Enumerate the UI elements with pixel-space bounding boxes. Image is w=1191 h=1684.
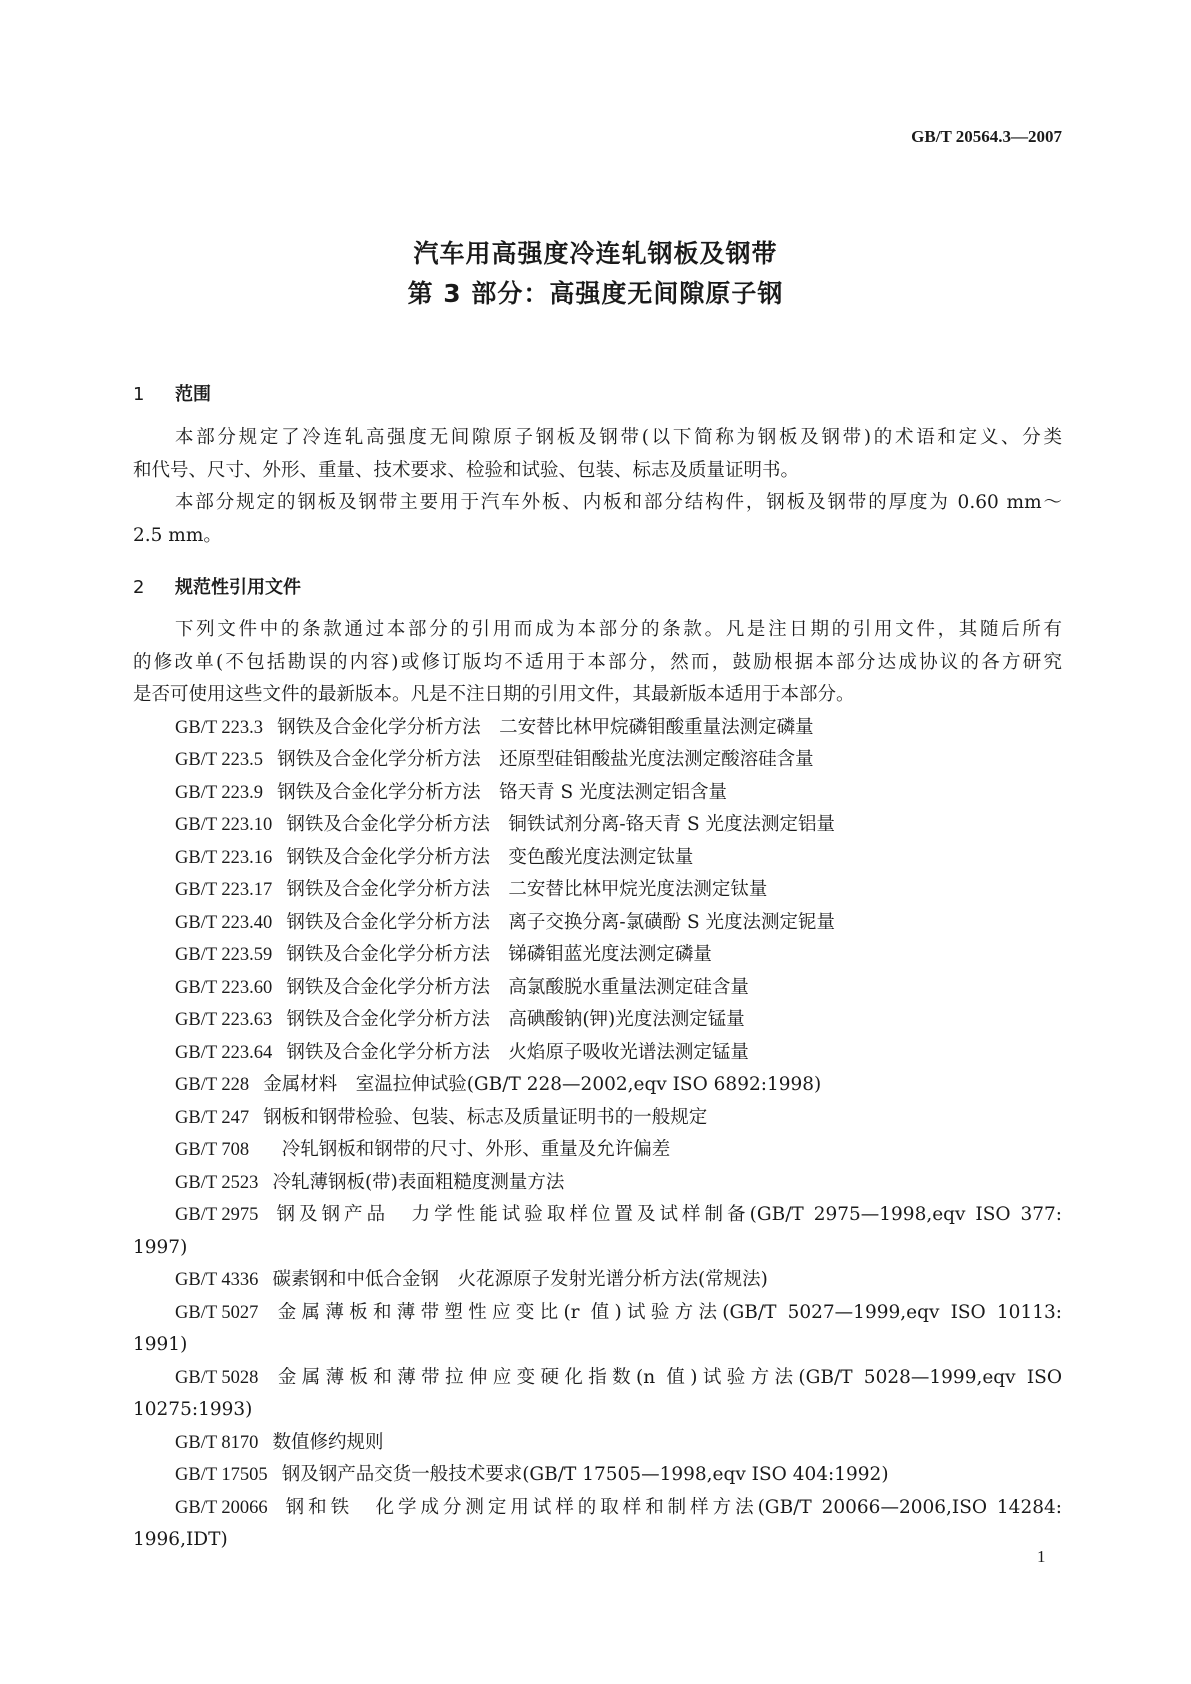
- reference-code: GB/T 223.16: [175, 847, 273, 868]
- title-line-1: 汽车用高强度冷连轧钢板及钢带: [413, 239, 778, 268]
- reference-title: 钢铁及合金化学分析方法 火焰原子吸收光谱法测定锰量: [286, 1041, 749, 1063]
- section-number: 1: [133, 384, 145, 405]
- paragraph-line: 和代号、尺寸、外形、重量、技术要求、检验和试验、包装、标志及质量证明书。: [133, 459, 800, 481]
- section-2-body: [133, 614, 1062, 1557]
- reference-continuation: 1997): [133, 1236, 188, 1258]
- reference-title: 钢铁及合金化学分析方法 二安替比林甲烷光度法测定钛量: [286, 879, 768, 900]
- reference-item: [133, 744, 1062, 777]
- reference-item: [133, 874, 1062, 907]
- reference-item: [133, 1492, 1062, 1525]
- paragraph-line: 2.5 mm。: [133, 524, 222, 546]
- reference-continuation: 1996,IDT): [133, 1529, 228, 1550]
- reference-title: 冷轧薄钢板(带)表面粗糙度测量方法: [272, 1171, 565, 1193]
- reference-item: [133, 1199, 1062, 1232]
- reference-item: [133, 1134, 1062, 1167]
- reference-title: 钢和铁 化学成分测定用试样的取样和制样方法(GB/T 20066—2006,ISO 14284:: [281, 1496, 1062, 1518]
- reference-code: GB/T 223.17: [175, 880, 273, 900]
- section-number: 2: [133, 577, 145, 598]
- reference-code: GB/T 708: [175, 1140, 250, 1160]
- section-1-body: [133, 422, 1062, 552]
- reference-title: 钢铁及合金化学分析方法 变色酸光度法测定钛量: [286, 846, 694, 868]
- reference-title: 数值修约规则: [272, 1431, 384, 1453]
- reference-title: 碳素钢和中低合金钢 火花源原子发射光谱分析方法(常规法): [272, 1269, 768, 1290]
- reference-code: GB/T 5027: [175, 1302, 259, 1323]
- section-2-heading: [133, 573, 301, 599]
- reference-item: [133, 907, 1062, 940]
- reference-item: [133, 1037, 1062, 1070]
- reference-continuation: 10275:1993): [133, 1399, 253, 1420]
- reference-code: GB/T 223.64: [175, 1042, 273, 1063]
- reference-code: GB/T 223.5: [175, 750, 264, 770]
- reference-title: 钢铁及合金化学分析方法 离子交换分离-氯磺酚 S 光度法测定铌量: [286, 911, 836, 933]
- reference-item: [133, 842, 1062, 875]
- reference-code: GB/T 223.3: [175, 717, 264, 738]
- reference-code: GB/T 8170: [175, 1432, 259, 1453]
- paragraph-line: 本部分规定的钢板及钢带主要用于汽车外板、内板和部分结构件，钢板及钢带的厚度为 0.60 mm～: [175, 492, 1062, 513]
- reference-code: GB/T 223.59: [175, 945, 273, 965]
- reference-title: 钢及钢产品 力学性能试验取样位置及试样制备(GB/T 2975—1998,eqv ISO 377:: [272, 1204, 1062, 1225]
- reference-title: 钢铁及合金化学分析方法 还原型硅钼酸盐光度法测定酸溶硅含量: [277, 749, 814, 770]
- reference-item: [133, 1459, 1062, 1492]
- reference-title: 钢铁及合金化学分析方法 锑磷钼蓝光度法测定磷量: [286, 944, 712, 965]
- standard-code: GB/T 20564.3—2007: [911, 127, 1062, 146]
- reference-code: GB/T 5028: [175, 1367, 259, 1388]
- reference-code: GB/T 17505: [175, 1465, 268, 1485]
- reference-code: GB/T 20066: [175, 1497, 268, 1518]
- reference-code: GB/T 2975: [175, 1205, 259, 1225]
- paragraph-line: 是否可使用这些文件的最新版本。凡是不注日期的引用文件，其最新版本适用于本部分。: [133, 684, 855, 705]
- reference-title: 钢铁及合金化学分析方法 高氯酸脱水重量法测定硅含量: [286, 976, 749, 998]
- page-number: 1: [1037, 1547, 1046, 1566]
- reference-item: [133, 712, 1062, 745]
- reference-code: GB/T 247: [175, 1107, 250, 1128]
- section-title: 范围: [175, 384, 211, 405]
- reference-item: [133, 1297, 1062, 1330]
- paragraph-line: 的修改单(不包括勘误的内容)或修订版均不适用于本部分，然而，鼓励根据本部分达成协议的各方研究: [133, 651, 1062, 673]
- reference-code: GB/T 223.63: [175, 1010, 273, 1030]
- reference-continuation: 1991): [133, 1334, 188, 1355]
- reference-title: 冷轧钢板和钢带的尺寸、外形、重量及允许偏差: [263, 1139, 671, 1160]
- reference-item: [133, 809, 1062, 842]
- reference-code: GB/T 223.10: [175, 815, 273, 835]
- reference-item: [133, 1427, 1062, 1460]
- reference-code: GB/T 223.40: [175, 912, 273, 933]
- reference-title: 钢铁及合金化学分析方法 高碘酸钠(钾)光度法测定锰量: [286, 1009, 745, 1030]
- reference-code: GB/T 228: [175, 1075, 250, 1095]
- reference-item: [133, 939, 1062, 972]
- reference-title: 金属薄板和薄带拉伸应变硬化指数(n 值)试验方法(GB/T 5028—1999,eqv ISO: [272, 1366, 1062, 1388]
- reference-item: [133, 972, 1062, 1005]
- reference-title: 钢铁及合金化学分析方法 二安替比林甲烷磷钼酸重量法测定磷量: [277, 716, 814, 738]
- reference-item: [133, 1069, 1062, 1102]
- reference-item: [133, 1264, 1062, 1297]
- paragraph-line: 下列文件中的条款通过本部分的引用而成为本部分的条款。凡是注日期的引用文件，其随后所有: [175, 619, 1062, 640]
- reference-title: 钢及钢产品交货一般技术要求(GB/T 17505—1998,eqv ISO 404:1992): [281, 1464, 889, 1485]
- reference-code: GB/T 223.9: [175, 782, 264, 803]
- reference-item: [133, 1167, 1062, 1200]
- reference-item: [133, 1362, 1062, 1395]
- reference-title: 金属材料 室温拉伸试验(GB/T 228—2002,eqv ISO 6892:1998): [263, 1074, 822, 1095]
- reference-title: 钢铁及合金化学分析方法 铜铁试剂分离-铬天青 S 光度法测定铝量: [286, 814, 836, 835]
- reference-item: [133, 1004, 1062, 1037]
- reference-code: GB/T 4336: [175, 1270, 259, 1290]
- section-1-heading: [133, 380, 211, 406]
- reference-item: [133, 1102, 1062, 1135]
- reference-item: [133, 777, 1062, 810]
- title-line-2: 第 3 部分：高强度无间隙原子钢: [407, 279, 784, 308]
- reference-title: 钢板和钢带检验、包装、标志及质量证明书的一般规定: [263, 1106, 708, 1128]
- reference-title: 钢铁及合金化学分析方法 铬天青 S 光度法测定铝含量: [277, 781, 727, 803]
- paragraph-line: 本部分规定了冷连轧高强度无间隙原子钢板及钢带(以下简称为钢板及钢带)的术语和定义、分类: [175, 427, 1062, 448]
- reference-code: GB/T 223.60: [175, 977, 273, 998]
- section-title: 规范性引用文件: [175, 577, 301, 598]
- reference-list: [133, 712, 1062, 1557]
- reference-code: GB/T 2523: [175, 1172, 259, 1193]
- reference-title: 金属薄板和薄带塑性应变比(r 值)试验方法(GB/T 5027—1999,eqv ISO 10113:: [272, 1301, 1062, 1323]
